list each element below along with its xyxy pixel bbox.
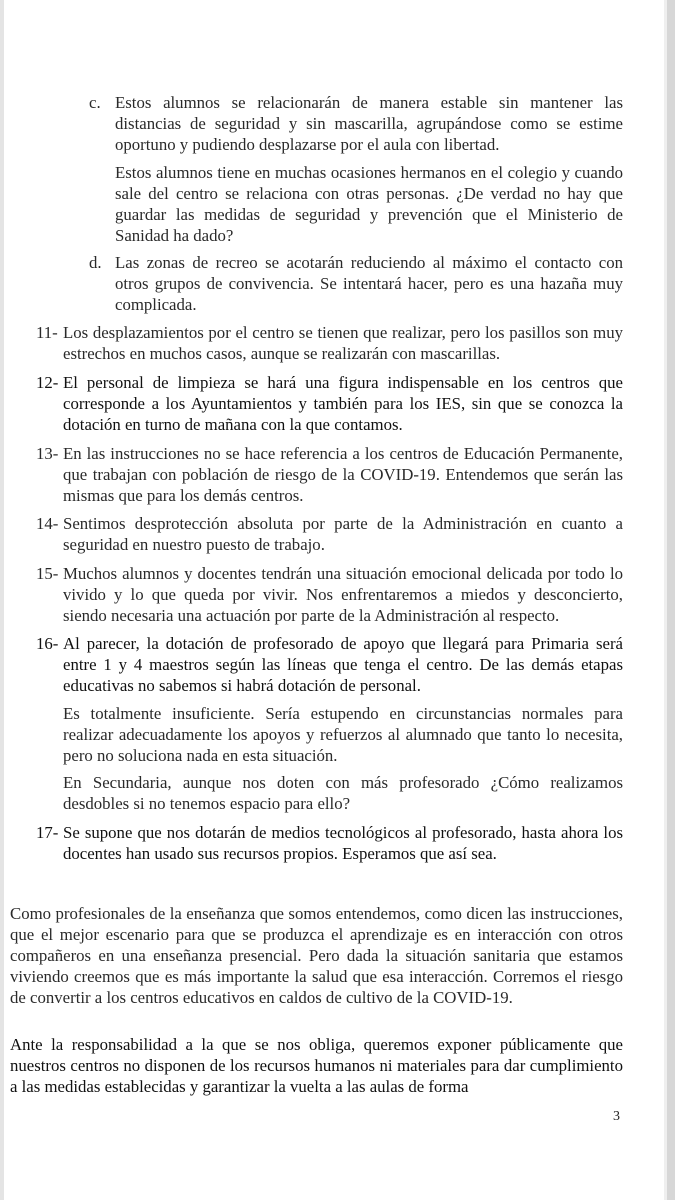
page-edge-right	[667, 0, 675, 1200]
item-14-text: Sentimos desprotección absoluta por parte de la Administración en cuanto a seguridad en nuestro puesto de trabajo.	[63, 514, 623, 554]
item-15-text: Muchos alumnos y docentes tendrán una situación emocional delicada por todo lo vivido y lo que queda por vivir. Nos enfrentaremos a miedos y desconcierto, siendo necesaria una actuación por parte de la Administración al respecto.	[63, 564, 623, 625]
item-12-text: El personal de limpieza se hará una figura indispensable en los centros que corresponde a los Ayuntamientos y también para los IES, sin que se conozca la dotación en turno de mañana con la que contamos.	[63, 373, 623, 434]
item-d-text: Las zonas de recreo se acotarán reduciendo al máximo el contacto con otros grupos de convivencia. Se intentará hacer, pero es una hazaña muy complicada.	[115, 253, 623, 314]
page-number: 3	[613, 1109, 620, 1124]
item-13-marker: 13-	[36, 444, 59, 463]
item-c-marker: c.	[89, 93, 101, 112]
item-11-text: Los desplazamientos por el centro se tienen que realizar, pero los pasillos son muy estrechos en muchos casos, aunque se realizarán con mascarillas.	[63, 323, 623, 363]
closing-paragraph-2: Ante la responsabilidad a la que se nos obliga, queremos exponer públicamente que nuestros centros no disponen de los recursos humanos ni materiales para dar cumplimiento a las medidas establecidas y garantizar la vuelta a las aulas de forma	[10, 1035, 623, 1096]
item-11-marker: 11-	[36, 323, 58, 342]
item-c-text: Estos alumnos se relacionarán de manera estable sin mantener las distancias de seguridad y sin mascarilla, agrupándose como se estime oportuno y pudiendo desplazarse por el aula con libertad.	[115, 93, 623, 154]
item-d-marker: d.	[89, 253, 102, 272]
item-17-text: Se supone que nos dotarán de medios tecnológicos al profesorado, hasta ahora los docentes han usado sus recursos propios. Esperamos que así sea.	[63, 823, 623, 863]
item-14-marker: 14-	[36, 514, 59, 533]
item-16-comment-2: En Secundaria, aunque nos doten con más profesorado ¿Cómo realizamos desdobles si no tenemos espacio para ello?	[63, 773, 623, 813]
item-15-marker: 15-	[36, 564, 59, 583]
closing-paragraph-1: Como profesionales de la enseñanza que somos entendemos, como dicen las instrucciones, que el mejor escenario para que se produzca el aprendizaje es en interacción con otros compañeros en una enseñanza presencial. Pero dada la situación sanitaria que estamos viviendo creemos que es más importante la salud que esa interacción. Corremos el riesgo de convertir a los centros educativos en caldos de cultivo de la COVID-19.	[10, 904, 623, 1007]
item-12-marker: 12-	[36, 373, 59, 392]
item-16-marker: 16-	[36, 634, 59, 653]
page-edge-left	[0, 0, 4, 1200]
item-16-comment-1: Es totalmente insuficiente. Sería estupendo en circunstancias normales para realizar adecuadamente los apoyos y refuerzos al alumnado que tanto lo necesita, pero no soluciona nada en esta situación.	[63, 704, 623, 765]
item-c-comment: Estos alumnos tiene en muchas ocasiones hermanos en el colegio y cuando sale del centro se relaciona con otras personas. ¿De verdad no hay que guardar las medidas de seguridad y prevención que el Ministerio de Sanidad ha dado?	[115, 163, 623, 245]
item-17-marker: 17-	[36, 823, 59, 842]
item-13-text: En las instrucciones no se hace referencia a los centros de Educación Permanente, que trabajan con población de riesgo de la COVID-19. Entendemos que serán las mismas que para los demás centros.	[63, 444, 623, 505]
item-16-text: Al parecer, la dotación de profesorado de apoyo que llegará para Primaria será entre 1 y 4 maestros según las líneas que tenga el centro. De las demás etapas educativas no sabemos si habrá dotación de personal.	[63, 634, 623, 695]
